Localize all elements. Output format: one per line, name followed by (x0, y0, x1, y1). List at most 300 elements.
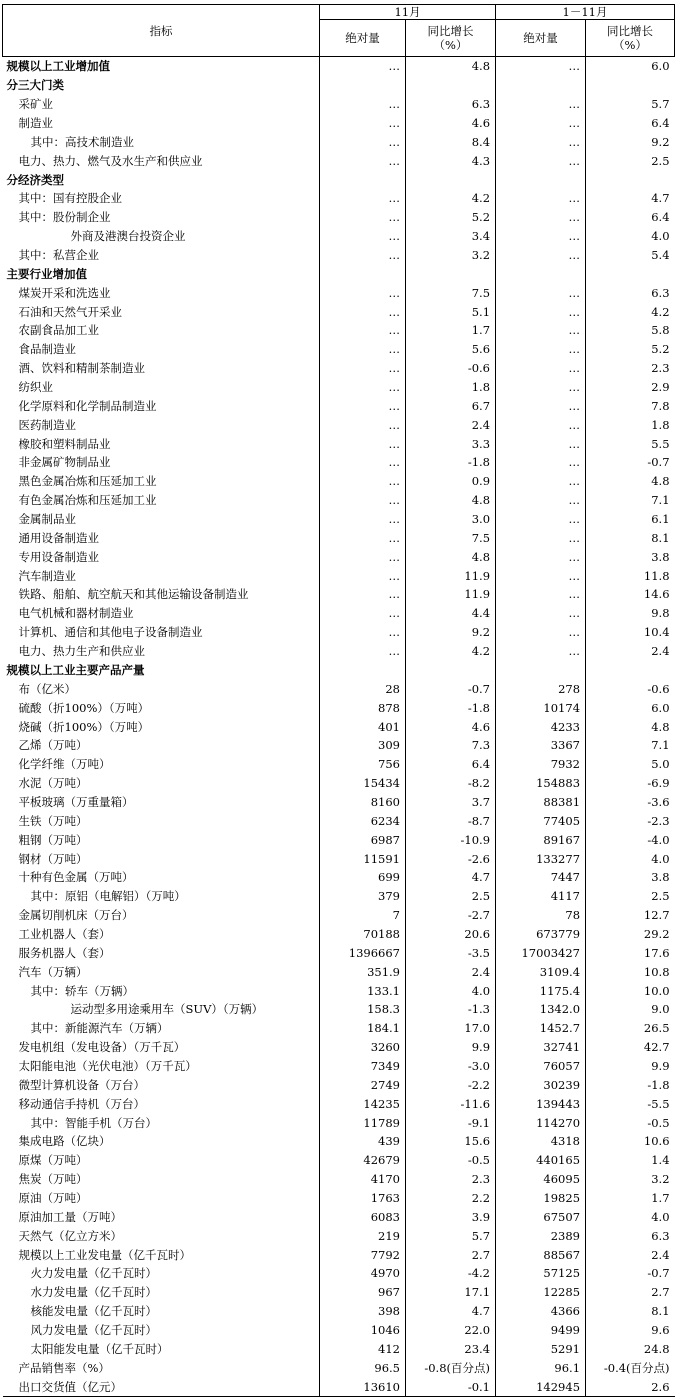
table-row (3, 755, 675, 774)
row-name: 生铁（万吨） (18, 813, 88, 828)
table-row (3, 76, 675, 95)
table-row (3, 661, 675, 680)
month-yoy-cell (406, 264, 496, 283)
ytd-abs-cell: … (496, 623, 586, 642)
row-name: 其中：原铝（电解铝）（万吨） (30, 889, 186, 904)
ytd-yoy-cell: -4.0 (586, 830, 675, 849)
month-abs-cell: 7349 (320, 1057, 406, 1076)
month-abs-cell: … (320, 378, 406, 397)
table-row (3, 283, 675, 302)
ytd-yoy-cell: 8.1 (586, 1302, 675, 1321)
month-abs-cell: … (320, 510, 406, 529)
row-name: 火力发电量（亿千瓦时） (30, 1266, 157, 1281)
table-row (3, 453, 675, 472)
row-name: 平板玻璃（万重量箱） (18, 794, 134, 809)
month-yoy-cell: -9.1 (406, 1113, 496, 1132)
ytd-yoy-cell: 2.9 (586, 378, 675, 397)
month-yoy-cell: 20.6 (406, 925, 496, 944)
month-yoy-cell: 5.2 (406, 208, 496, 227)
ytd-yoy-cell: 3.8 (586, 547, 675, 566)
month-abs-cell: … (320, 472, 406, 491)
ytd-yoy-cell: 9.9 (586, 1057, 675, 1076)
row-name: 化学纤维（万吨） (18, 757, 111, 772)
month-yoy-cell: 6.7 (406, 396, 496, 415)
ytd-yoy-cell: 4.2 (586, 302, 675, 321)
table-row (3, 925, 675, 944)
table-row (3, 472, 675, 491)
row-name: 黑色金属冶炼和压延加工业 (18, 474, 157, 489)
ytd-yoy-cell: 10.6 (586, 1132, 675, 1151)
row-name: 烧碱（折100%）（万吨） (18, 719, 150, 734)
month-abs-cell: 309 (320, 736, 406, 755)
month-abs-cell: 351.9 (320, 962, 406, 981)
row-name: 出口交货值（亿元） (18, 1379, 122, 1394)
month-yoy-cell: -11.6 (406, 1094, 496, 1113)
row-name: 电力、热力生产和供应业 (18, 644, 145, 659)
ytd-yoy-cell: 5.5 (586, 434, 675, 453)
row-name: 分三大门类 (6, 78, 64, 93)
ytd-abs-cell: 17003427 (496, 943, 586, 962)
month-abs-cell: 1763 (320, 1189, 406, 1208)
month-abs-cell: 14235 (320, 1094, 406, 1113)
month-yoy-cell: 6.3 (406, 95, 496, 114)
month-yoy-cell: 1.7 (406, 321, 496, 340)
header-ytd-yoy (586, 20, 675, 57)
row-name: 制造业 (18, 116, 53, 130)
table-row (3, 623, 675, 642)
table-row (3, 1113, 675, 1132)
ytd-abs-cell: … (496, 528, 586, 547)
month-yoy-cell: 15.6 (406, 1132, 496, 1151)
table-row (3, 774, 675, 793)
month-abs-cell: … (320, 246, 406, 265)
month-abs-cell: … (320, 623, 406, 642)
ytd-yoy-cell: 6.1 (586, 510, 675, 529)
header-yoy-line2: （%） (433, 38, 468, 52)
month-abs-cell: 3260 (320, 1038, 406, 1057)
row-name: 电气机械和器材制造业 (18, 606, 134, 621)
month-yoy-cell: 11.9 (406, 566, 496, 585)
row-name: 采矿业 (18, 97, 53, 112)
row-name: 规模以上工业发电量（亿千瓦时） (18, 1247, 191, 1262)
ytd-abs-cell: 142945 (496, 1377, 586, 1396)
month-yoy-cell: -4.2 (406, 1264, 496, 1283)
ytd-abs-cell: … (496, 378, 586, 397)
ytd-abs-cell: 4366 (496, 1302, 586, 1321)
month-yoy-cell: 4.8 (406, 491, 496, 510)
month-yoy-cell: 3.0 (406, 510, 496, 529)
ytd-yoy-cell: 11.8 (586, 566, 675, 585)
table-row (3, 698, 675, 717)
month-abs-cell: 878 (320, 698, 406, 717)
month-yoy-cell: -3.5 (406, 943, 496, 962)
ytd-abs-cell: 9499 (496, 1321, 586, 1340)
ytd-yoy-cell: 5.0 (586, 755, 675, 774)
ytd-abs-cell: … (496, 453, 586, 472)
month-yoy-cell: 2.3 (406, 1170, 496, 1189)
month-abs-cell: … (320, 151, 406, 170)
table-row (3, 95, 675, 114)
ytd-yoy-cell: 1.7 (586, 1189, 675, 1208)
row-name: 计算机、通信和其他电子设备制造业 (18, 625, 203, 640)
row-name: 汽车制造业 (18, 568, 76, 583)
ytd-abs-cell: 30239 (496, 1075, 586, 1094)
month-abs-cell: 2749 (320, 1075, 406, 1094)
month-abs-cell: 1046 (320, 1321, 406, 1340)
row-name: 其中：国有控股企业 (18, 191, 122, 206)
ytd-abs-cell: 4117 (496, 887, 586, 906)
month-abs-cell: 158.3 (320, 1000, 406, 1019)
table-row (3, 434, 675, 453)
table-row (3, 717, 675, 736)
ytd-yoy-cell (586, 76, 675, 95)
row-name: 石油和天然气开采业 (18, 304, 122, 319)
table-row (3, 887, 675, 906)
ytd-abs-cell: … (496, 208, 586, 227)
ytd-yoy-cell: -3.6 (586, 793, 675, 812)
month-abs-cell (320, 264, 406, 283)
table-row (3, 491, 675, 510)
ytd-yoy-cell: 3.8 (586, 868, 675, 887)
row-name: 运动型多用途乘用车（SUV）（万辆） (70, 1002, 264, 1017)
ytd-yoy-cell: 2.5 (586, 887, 675, 906)
table-row (3, 906, 675, 925)
ytd-abs-cell: … (496, 340, 586, 359)
month-yoy-cell (406, 170, 496, 189)
ytd-yoy-cell: 9.2 (586, 132, 675, 151)
month-abs-cell: 184.1 (320, 1019, 406, 1038)
row-name: 规模以上工业主要产品产量 (6, 662, 145, 677)
row-name: 铁路、船舶、航空航天和其他运输设备制造业 (18, 587, 249, 602)
month-yoy-cell: 17.1 (406, 1283, 496, 1302)
table-row (3, 246, 675, 265)
table-row (3, 1264, 675, 1283)
table-row (3, 151, 675, 170)
month-yoy-cell: 5.7 (406, 1226, 496, 1245)
table-row (3, 1151, 675, 1170)
table-row (3, 1321, 675, 1340)
table-body (3, 57, 675, 1397)
table-row (3, 679, 675, 698)
row-name: 汽车（万辆） (18, 964, 88, 979)
ytd-yoy-cell: -0.7 (586, 453, 675, 472)
ytd-abs-cell: 46095 (496, 1170, 586, 1189)
month-yoy-cell: 2.2 (406, 1189, 496, 1208)
row-name: 集成电路（亿块） (18, 1134, 111, 1149)
month-abs-cell: 133.1 (320, 981, 406, 1000)
ytd-abs-cell: 76057 (496, 1057, 586, 1076)
ytd-abs-cell: 57125 (496, 1264, 586, 1283)
ytd-abs-cell (496, 76, 586, 95)
month-yoy-cell: 7.3 (406, 736, 496, 755)
row-name: 其中：股份制企业 (18, 210, 111, 225)
ytd-yoy-cell: 4.8 (586, 717, 675, 736)
month-yoy-cell: 6.4 (406, 755, 496, 774)
ytd-yoy-cell: 24.8 (586, 1339, 675, 1358)
ytd-yoy-cell: 2.6 (586, 1377, 675, 1396)
ytd-abs-cell: 78 (496, 906, 586, 925)
table-row (3, 1358, 675, 1377)
row-name: 布（亿米） (18, 681, 76, 696)
ytd-yoy-cell: 12.7 (586, 906, 675, 925)
row-name: 金属切削机床（万台） (18, 908, 134, 923)
table-row (3, 1075, 675, 1094)
month-yoy-cell: -0.5 (406, 1151, 496, 1170)
ytd-abs-cell: … (496, 396, 586, 415)
month-abs-cell: … (320, 453, 406, 472)
month-yoy-cell: -2.7 (406, 906, 496, 925)
ytd-yoy-cell: 4.0 (586, 227, 675, 246)
row-name: 服务机器人（套） (18, 945, 111, 960)
table-row (3, 849, 675, 868)
ytd-yoy-cell: 4.8 (586, 472, 675, 491)
row-name: 医药制造业 (18, 417, 76, 432)
row-name: 水力发电量（亿千瓦时） (30, 1285, 157, 1300)
ytd-yoy-cell (586, 661, 675, 680)
table-row (3, 302, 675, 321)
ytd-abs-cell: 3109.4 (496, 962, 586, 981)
month-abs-cell: 15434 (320, 774, 406, 793)
header-period-month: 11月 (320, 5, 496, 20)
row-name: 纺织业 (18, 380, 53, 395)
month-yoy-cell: 4.6 (406, 114, 496, 133)
month-yoy-cell: 4.4 (406, 604, 496, 623)
ytd-yoy-cell: 6.0 (586, 698, 675, 717)
row-name: 钢材（万吨） (18, 851, 88, 866)
table-row (3, 1057, 675, 1076)
ytd-abs-cell: … (496, 189, 586, 208)
ytd-yoy-cell: 4.7 (586, 189, 675, 208)
table-row (3, 264, 675, 283)
table-row (3, 811, 675, 830)
header-yoy-line2: （%） (613, 38, 647, 52)
row-name: 乙烯（万吨） (18, 738, 88, 753)
month-abs-cell: 13610 (320, 1377, 406, 1396)
month-abs-cell: … (320, 227, 406, 246)
table-row (3, 1207, 675, 1226)
month-abs-cell: … (320, 585, 406, 604)
month-abs-cell: 70188 (320, 925, 406, 944)
month-abs-cell: 11591 (320, 849, 406, 868)
ytd-abs-cell: … (496, 227, 586, 246)
row-name: 其中：新能源汽车（万辆） (30, 1021, 169, 1036)
table-row (3, 57, 675, 76)
ytd-abs-cell: … (496, 604, 586, 623)
month-yoy-cell: 4.3 (406, 151, 496, 170)
table-row (3, 1094, 675, 1113)
table-row (3, 340, 675, 359)
table-row (3, 642, 675, 661)
table-row (3, 1377, 675, 1396)
month-abs-cell (320, 76, 406, 95)
month-yoy-cell: 4.6 (406, 717, 496, 736)
ytd-abs-cell: … (496, 114, 586, 133)
row-name: 发电机组（发电设备）（万千瓦） (18, 1040, 186, 1055)
month-yoy-cell: 0.9 (406, 472, 496, 491)
ytd-yoy-cell: 1.4 (586, 1151, 675, 1170)
table-row (3, 962, 675, 981)
month-yoy-cell: 2.5 (406, 887, 496, 906)
month-yoy-cell: 4.7 (406, 868, 496, 887)
row-name: 太阳能电池（光伏电池）（万千瓦） (18, 1058, 197, 1073)
ytd-abs-cell: 440165 (496, 1151, 586, 1170)
month-yoy-cell: -2.2 (406, 1075, 496, 1094)
month-abs-cell: 7792 (320, 1245, 406, 1264)
ytd-yoy-cell: 4.0 (586, 1207, 675, 1226)
ytd-abs-cell: 7932 (496, 755, 586, 774)
ytd-abs-cell: 139443 (496, 1094, 586, 1113)
row-name: 原油（万吨） (18, 1190, 88, 1205)
ytd-abs-cell: 133277 (496, 849, 586, 868)
ytd-yoy-cell: -0.5 (586, 1113, 675, 1132)
ytd-yoy-cell: 2.5 (586, 151, 675, 170)
row-name: 电力、热力、燃气及水生产和供应业 (18, 153, 203, 168)
month-yoy-cell: 2.4 (406, 415, 496, 434)
table-row (3, 981, 675, 1000)
table-row (3, 114, 675, 133)
month-abs-cell: … (320, 114, 406, 133)
month-yoy-cell: -1.8 (406, 453, 496, 472)
row-name: 金属制品业 (18, 512, 76, 527)
month-abs-cell: 219 (320, 1226, 406, 1245)
month-abs-cell: 967 (320, 1283, 406, 1302)
month-abs-cell: … (320, 491, 406, 510)
ytd-yoy-cell: -5.5 (586, 1094, 675, 1113)
header-month-abs: 绝对量 (320, 20, 406, 57)
ytd-yoy-cell: -2.3 (586, 811, 675, 830)
month-yoy-cell: 4.8 (406, 547, 496, 566)
ytd-yoy-cell: 6.4 (586, 114, 675, 133)
ytd-abs-cell: … (496, 302, 586, 321)
ytd-abs-cell: … (496, 95, 586, 114)
table-row (3, 189, 675, 208)
ytd-yoy-cell: 26.5 (586, 1019, 675, 1038)
table-row (3, 227, 675, 246)
month-abs-cell: … (320, 604, 406, 623)
table-row (3, 132, 675, 151)
month-yoy-cell: 4.8 (406, 57, 496, 76)
table-row (3, 868, 675, 887)
ytd-yoy-cell: 17.6 (586, 943, 675, 962)
month-abs-cell: … (320, 415, 406, 434)
ytd-yoy-cell: 5.2 (586, 340, 675, 359)
month-yoy-cell: 23.4 (406, 1339, 496, 1358)
month-abs-cell: … (320, 302, 406, 321)
table-row (3, 1132, 675, 1151)
ytd-abs-cell: 1452.7 (496, 1019, 586, 1038)
row-name: 焦炭（万吨） (18, 1172, 88, 1187)
row-name: 主要行业增加值 (6, 266, 87, 281)
ytd-abs-cell: 4318 (496, 1132, 586, 1151)
header-ytd-abs: 绝对量 (496, 20, 586, 57)
ytd-yoy-cell: 9.6 (586, 1321, 675, 1340)
header-yoy-line1: 同比增长 (607, 24, 654, 38)
row-name: 其中：高技术制造业 (30, 134, 134, 149)
row-name: 其中：轿车（万辆） (30, 983, 134, 998)
month-abs-cell: 6083 (320, 1207, 406, 1226)
month-yoy-cell: 3.7 (406, 793, 496, 812)
month-abs-cell: … (320, 340, 406, 359)
table-row (3, 1339, 675, 1358)
row-name: 规模以上工业增加值 (6, 59, 110, 74)
header-month-yoy (406, 20, 496, 57)
ytd-abs-cell: 88567 (496, 1245, 586, 1264)
ytd-abs-cell: … (496, 585, 586, 604)
ytd-yoy-cell: 8.1 (586, 528, 675, 547)
row-name: 水泥（万吨） (18, 776, 88, 791)
row-name: 微型计算机设备（万台） (18, 1077, 145, 1092)
ytd-yoy-cell: 6.3 (586, 283, 675, 302)
ytd-yoy-cell: 14.6 (586, 585, 675, 604)
ytd-abs-cell: … (496, 642, 586, 661)
table-row (3, 943, 675, 962)
month-abs-cell: … (320, 95, 406, 114)
row-name: 通用设备制造业 (18, 530, 99, 545)
month-abs-cell: 8160 (320, 793, 406, 812)
ytd-abs-cell: 96.1 (496, 1358, 586, 1377)
row-name: 分经济类型 (6, 172, 64, 187)
ytd-abs-cell: 19825 (496, 1189, 586, 1208)
ytd-yoy-cell: 6.4 (586, 208, 675, 227)
table-row (3, 566, 675, 585)
month-yoy-cell: 17.0 (406, 1019, 496, 1038)
ytd-yoy-cell: 2.4 (586, 1245, 675, 1264)
table-row (3, 510, 675, 529)
table-row (3, 415, 675, 434)
table-row (3, 1019, 675, 1038)
table-row (3, 1245, 675, 1264)
table-row (3, 830, 675, 849)
month-yoy-cell: -8.2 (406, 774, 496, 793)
month-yoy-cell (406, 661, 496, 680)
ytd-abs-cell: 88381 (496, 793, 586, 812)
table-row (3, 359, 675, 378)
month-yoy-cell: 1.8 (406, 378, 496, 397)
month-abs-cell: 7 (320, 906, 406, 925)
ytd-abs-cell: 3367 (496, 736, 586, 755)
month-abs-cell: 398 (320, 1302, 406, 1321)
ytd-abs-cell: 5291 (496, 1339, 586, 1358)
month-abs-cell: … (320, 321, 406, 340)
ytd-abs-cell: … (496, 566, 586, 585)
ytd-abs-cell: 673779 (496, 925, 586, 944)
month-yoy-cell: 5.1 (406, 302, 496, 321)
ytd-yoy-cell: 7.8 (586, 396, 675, 415)
month-yoy-cell: 9.9 (406, 1038, 496, 1057)
ytd-abs-cell: 1175.4 (496, 981, 586, 1000)
row-name: 十种有色金属（万吨） (18, 870, 134, 885)
month-yoy-cell: 4.7 (406, 1302, 496, 1321)
month-yoy-cell: -1.8 (406, 698, 496, 717)
ytd-abs-cell: 7447 (496, 868, 586, 887)
month-yoy-cell: 7.5 (406, 528, 496, 547)
industry-stats-table (2, 4, 675, 1397)
month-abs-cell: 756 (320, 755, 406, 774)
month-yoy-cell: 2.4 (406, 962, 496, 981)
ytd-yoy-cell: -6.9 (586, 774, 675, 793)
ytd-abs-cell: … (496, 283, 586, 302)
row-name: 产品销售率（%） (18, 1360, 110, 1375)
ytd-yoy-cell: 5.4 (586, 246, 675, 265)
month-abs-cell: 11789 (320, 1113, 406, 1132)
table-row (3, 1038, 675, 1057)
ytd-abs-cell: 154883 (496, 774, 586, 793)
table-row (3, 1170, 675, 1189)
ytd-yoy-cell: 5.8 (586, 321, 675, 340)
month-yoy-cell: 7.5 (406, 283, 496, 302)
month-abs-cell: … (320, 359, 406, 378)
ytd-yoy-cell: 7.1 (586, 491, 675, 510)
